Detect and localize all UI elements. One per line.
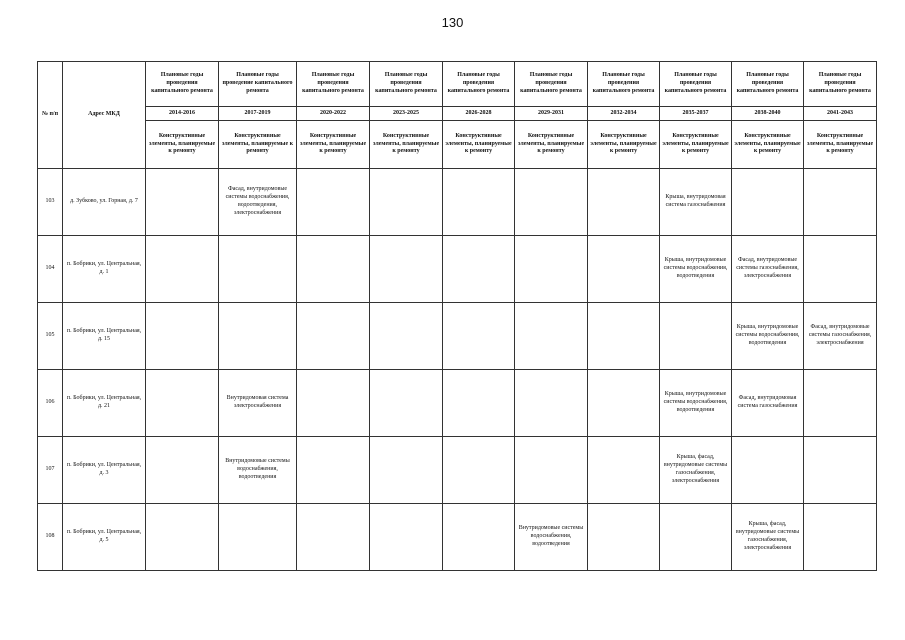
table-cell — [515, 236, 588, 303]
row-number: 107 — [38, 437, 63, 504]
table-cell: Крыша, фасад, внутридомовые системы газоснабжения, электроснабжения — [660, 437, 732, 504]
header-row-titles — [38, 62, 877, 107]
table-cell — [515, 169, 588, 236]
column-title: Плановые годы проведения капитального ремонта — [804, 62, 877, 107]
period-header: 2041-2043 — [804, 107, 877, 121]
column-title: Плановые годы проведения капитального ремонта — [146, 62, 219, 107]
table-cell: Фасад, внутридомовые системы водоснабжения, водоотведения, электроснабжения — [219, 169, 297, 236]
table-cell — [588, 370, 660, 437]
elements-header: Конструктивные элементы, планируемые к ремонту — [219, 121, 297, 169]
table-cell — [804, 504, 877, 571]
table-row — [38, 169, 877, 236]
period-header: 2017-2019 — [219, 107, 297, 121]
table-row — [38, 236, 877, 303]
header-row-periods — [38, 107, 877, 121]
row-number: 105 — [38, 303, 63, 370]
table-cell — [443, 236, 515, 303]
column-title: Плановые годы проведения капитального ремонта — [588, 62, 660, 107]
table-cell — [804, 236, 877, 303]
column-title: Плановые годы проведения капитального ремонта — [443, 62, 515, 107]
table-cell — [297, 437, 370, 504]
table-cell — [297, 169, 370, 236]
elements-header: Конструктивные элементы, планируемые к ремонту — [146, 121, 219, 169]
period-header: 2026-2028 — [443, 107, 515, 121]
elements-header: Конструктивные элементы, планируемые к ремонту — [297, 121, 370, 169]
table-cell — [370, 370, 443, 437]
period-header: 2029-2031 — [515, 107, 588, 121]
table-cell — [370, 236, 443, 303]
row-address: п. Бобрики, ул. Центральная, д. 3 — [63, 437, 146, 504]
row-number: 103 — [38, 169, 63, 236]
table-cell — [146, 504, 219, 571]
table-cell — [297, 504, 370, 571]
table-cell — [146, 370, 219, 437]
table-cell — [588, 303, 660, 370]
table-cell — [443, 303, 515, 370]
table-cell — [443, 504, 515, 571]
table-cell — [370, 504, 443, 571]
table-row — [38, 504, 877, 571]
table-cell: Внутридомовая система электроснабжения — [219, 370, 297, 437]
table-cell — [732, 169, 804, 236]
repair-schedule-table — [37, 61, 877, 571]
table-cell — [588, 169, 660, 236]
table-cell — [146, 236, 219, 303]
table-cell — [660, 504, 732, 571]
column-title: Плановые годы проведения капитального ремонта — [660, 62, 732, 107]
period-header: 2035-2037 — [660, 107, 732, 121]
table-cell — [515, 370, 588, 437]
table-cell — [370, 437, 443, 504]
row-number: 108 — [38, 504, 63, 571]
table-cell — [219, 303, 297, 370]
column-title: Плановые годы проведения капитального ремонта — [370, 62, 443, 107]
row-number: 106 — [38, 370, 63, 437]
table-cell — [219, 504, 297, 571]
table-cell — [804, 370, 877, 437]
table-cell — [370, 169, 443, 236]
table-cell — [660, 303, 732, 370]
table-cell — [297, 370, 370, 437]
period-header: 2014-2016 — [146, 107, 219, 121]
elements-header: Конструктивные элементы, планируемые к ремонту — [732, 121, 804, 169]
table-cell: Крыша, внутридомовые системы водоснабжения, водоотведения — [660, 370, 732, 437]
column-title: Плановые годы проведения капитального ремонта — [297, 62, 370, 107]
table-cell — [732, 437, 804, 504]
period-header: 2032-2034 — [588, 107, 660, 121]
row-address: п. Бобрики, ул. Центральная, д. 21 — [63, 370, 146, 437]
table-cell: Внутридомовые системы водоснабжения, водоотведения — [515, 504, 588, 571]
table-cell: Крыша, внутридомовые системы водоснабжения, водоотведения — [660, 236, 732, 303]
column-title: Плановые годы проведение капитального ремонта — [219, 62, 297, 107]
table-row — [38, 370, 877, 437]
elements-header: Конструктивные элементы, планируемые к ремонту — [588, 121, 660, 169]
row-address: п. Бобрики, ул. Центральная, д. 1 — [63, 236, 146, 303]
table-cell — [297, 303, 370, 370]
header-row-elements — [38, 121, 877, 169]
table-row — [38, 437, 877, 504]
address-header: Адрес МКД — [63, 62, 146, 169]
table-cell — [443, 370, 515, 437]
num-header: № п/п — [38, 62, 63, 169]
elements-header: Конструктивные элементы, планируемые к ремонту — [804, 121, 877, 169]
table-cell — [588, 504, 660, 571]
table-cell — [804, 437, 877, 504]
column-title: Плановые годы проведения капитального ремонта — [732, 62, 804, 107]
table-cell — [588, 236, 660, 303]
row-number: 104 — [38, 236, 63, 303]
elements-header: Конструктивные элементы, планируемые к ремонту — [660, 121, 732, 169]
table-cell — [146, 169, 219, 236]
table-cell — [515, 437, 588, 504]
table-cell — [588, 437, 660, 504]
table-cell: Крыша, внутридомовая система газоснабжения — [660, 169, 732, 236]
table-cell: Крыша, внутридомовые системы водоснабжения, водоотведения — [732, 303, 804, 370]
row-address: п. Бобрики, ул. Центральная, д. 5 — [63, 504, 146, 571]
table-cell: Фасад, внутридомовые системы газоснабжения, электроснабжения — [732, 236, 804, 303]
table-cell — [219, 236, 297, 303]
table-cell — [804, 169, 877, 236]
table-row — [38, 303, 877, 370]
table-cell — [515, 303, 588, 370]
table-cell: Крыша, фасад, внутридомовые системы газоснабжения, электроснабжения — [732, 504, 804, 571]
period-header: 2023-2025 — [370, 107, 443, 121]
table-cell — [297, 236, 370, 303]
table-cell — [146, 437, 219, 504]
elements-header: Конструктивные элементы, планируемые к ремонту — [370, 121, 443, 169]
table-cell: Фасад, внутридомовые системы газоснабжения, электроснабжения — [804, 303, 877, 370]
row-address: д. Зубково, ул. Горная, д. 7 — [63, 169, 146, 236]
period-header: 2038-2040 — [732, 107, 804, 121]
row-address: п. Бобрики, ул. Центральная, д. 15 — [63, 303, 146, 370]
page-number: 130 — [441, 15, 464, 30]
table-cell — [146, 303, 219, 370]
elements-header: Конструктивные элементы, планируемые к ремонту — [515, 121, 588, 169]
table-cell: Фасад, внутридомовая система газоснабжения — [732, 370, 804, 437]
table-cell — [443, 437, 515, 504]
period-header: 2020-2022 — [297, 107, 370, 121]
table-cell — [443, 169, 515, 236]
table-cell: Внутридомовые системы водоснабжения, водоотведения — [219, 437, 297, 504]
elements-header: Конструктивные элементы, планируемые к ремонту — [443, 121, 515, 169]
column-title: Плановые годы проведения капитального ремонта — [515, 62, 588, 107]
table-cell — [370, 303, 443, 370]
